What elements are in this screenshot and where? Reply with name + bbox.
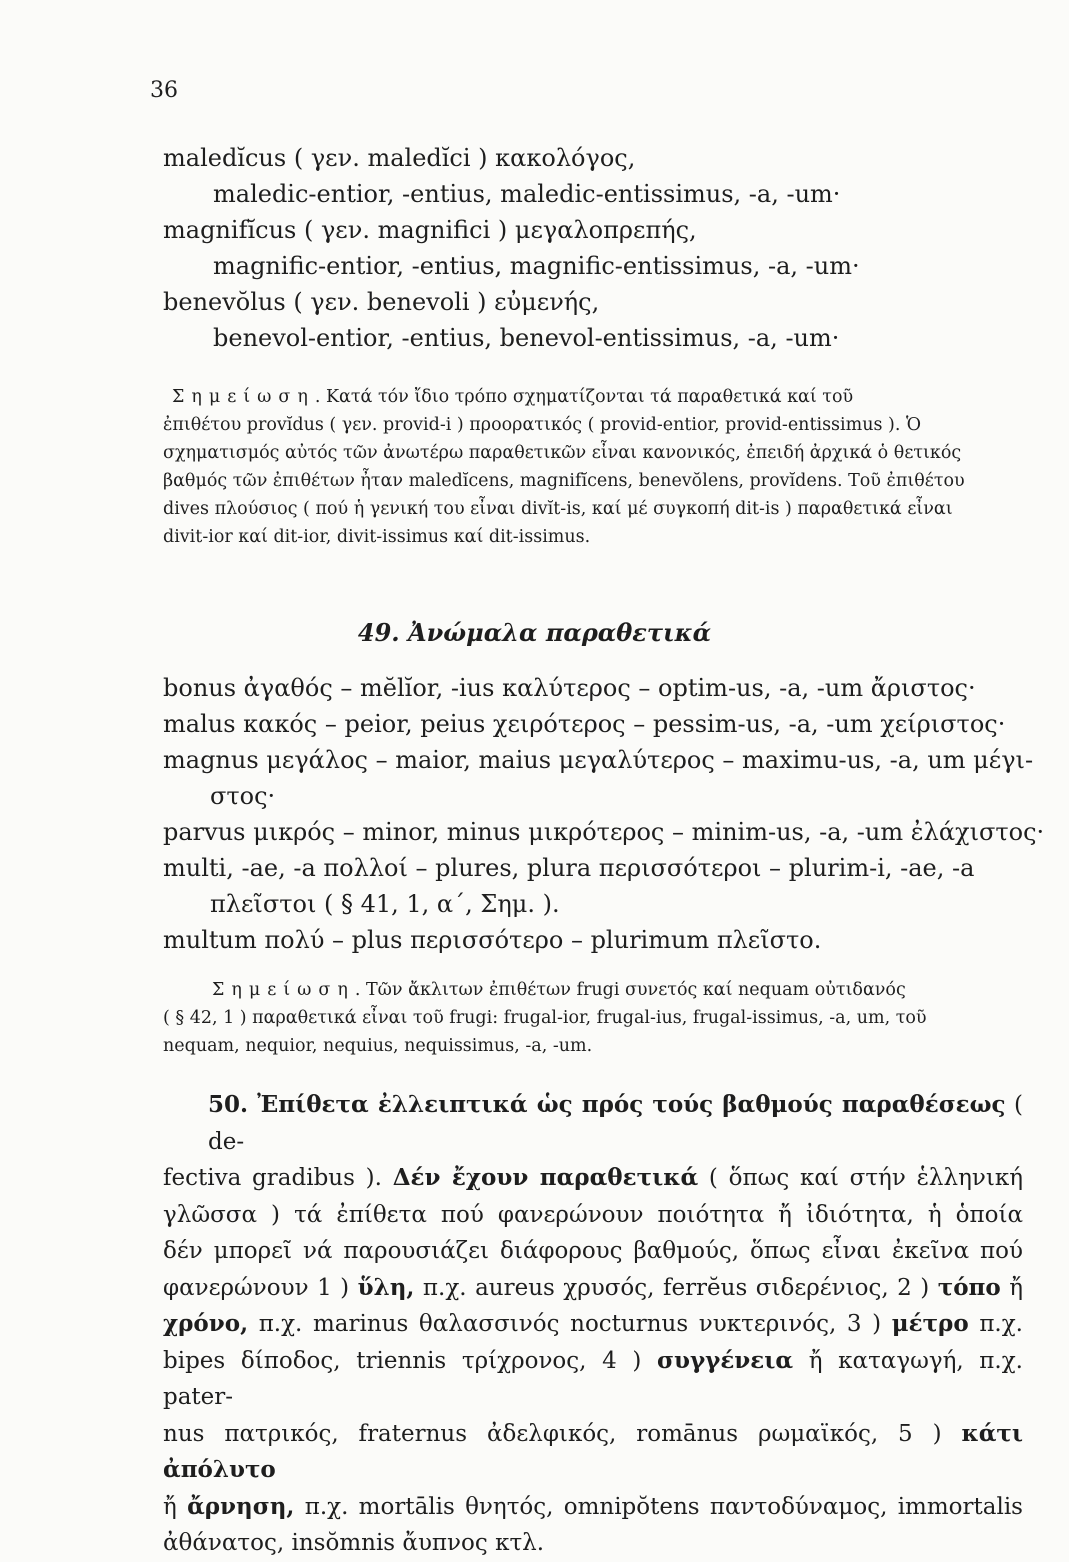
note-line: dives πλούσιος ( πού ἡ γενική του εἶναι divĭt-is, καί μέ συγκοπή dit-is ) παραθετικά εἶναι [163, 499, 953, 519]
text-line: πλεῖστοι ( § 41, 1, α΄, Σημ. ). [210, 890, 560, 918]
note-line: βαθμός τῶν ἐπιθέτων ἦταν maledĭcens, magnifĭcens, benevŏlens, provĭdens. Τοῦ ἐπιθέτου [163, 471, 965, 491]
text-line: maledic-entior, -entius, maledic-entissimus, -a, -um· [213, 180, 841, 208]
text-line: benevol-entior, -entius, benevol-entissimus, -a, -um· [213, 324, 840, 352]
text-line: δέν μπορεῖ νά παρουσιάζει διάφορους βαθμούς, ὅπως εἶναι ἐκεῖνα πού [163, 1238, 1023, 1264]
section-50 [163, 1087, 1023, 1562]
irregular-comparatives [163, 670, 1045, 958]
text-line: multi, -ae, -a πολλοί – plures, plura περισσότεροι – plurim-i, -ae, -a [163, 854, 975, 882]
note-line: divit-ior καί dit-ior, divit-issimus καί dit-issimus. [163, 527, 591, 547]
text-line: multum πολύ – plus περισσότερο – plurimum πλεῖστο. [163, 926, 822, 954]
text-line: parvus μικρός – minor, minus μικρότερος – minim-us, -a, -um ἐλάχιστος· [163, 818, 1045, 846]
text-line: fectiva gradibus ). Δέν ἔχουν παραθετικά ( ὅπως καί στήν ἑλληνική [163, 1164, 1023, 1191]
note-line: Σημείωση. Κατά τόν ἴδιο τρόπο σχηματίζονται τά παραθετικά καί τοῦ [172, 387, 854, 407]
note-paragraph-1 [163, 383, 1023, 551]
note-line: σχηματισμός αὐτός τῶν ἀνωτέρω παραθετικῶν εἶναι κανονικός, ἐπειδή ἀρχικά ὁ θετικός [163, 443, 962, 463]
section-heading-49: 49. Ἀνώμαλα παραθετικά [357, 618, 712, 647]
text-line: magnifĭcus ( γεν. magnifici ) μεγαλοπρεπής, [163, 216, 697, 244]
text-line: bipes δίποδος, triennis τρίχρονος, 4 ) συγγένεια ἤ καταγωγή, π.χ. pater- [163, 1346, 1023, 1410]
page-number: 36 [150, 78, 178, 103]
text-line: ἀθάνατος, insŏmnis ἄυπνος κτλ. [163, 1530, 545, 1556]
text-line: φανερώνουν 1 ) ὕλη, π.χ. aureus χρυσός, ferrĕus σιδερένιος, 2 ) τόπο ἤ [163, 1273, 1023, 1301]
text-line: γλῶσσα ) τά ἐπίθετα πού φανερώνουν ποιότητα ἤ ἰδιότητα, ἡ ὁποία [163, 1201, 1023, 1228]
text-line: nus πατρικός, fraternus ἀδελφικός, romānus ρωμαϊκός, 5 ) κάτι ἀπόλυτο [163, 1419, 1023, 1483]
note-label: Σημείωση [172, 387, 315, 407]
comparatives-list [163, 140, 1023, 356]
section-heading-50: 50. Ἐπίθετα ἐλλειπτικά ὡς πρός τούς βαθμούς παραθέσεως [208, 1091, 1006, 1118]
note-line: nequam, nequior, nequius, nequissimus, -a, -um. [163, 1036, 593, 1056]
note-label: Σημείωση [212, 980, 355, 1000]
text-line: χρόνο, π.χ. marinus θαλασσινός nocturnus νυκτερινός, 3 ) μέτρο π.χ. [163, 1310, 1023, 1337]
text-line: benevŏlus ( γεν. benevoli ) εὐμενής, [163, 288, 600, 316]
text-line: malus κακός – peior, peius χειρότερος – pessim-us, -a, -um χείριστος· [163, 710, 1006, 738]
text-line: bonus ἀγαθός – mĕlĭor, -ius καλύτερος – optim-us, -a, -um ἄριστος· [163, 674, 976, 702]
text-line: magnus μεγάλος – maior, maius μεγαλύτερος – maximu-us, -a, um μέγι- [163, 746, 1034, 774]
text-line: στος· [210, 782, 276, 810]
text-line: maledĭcus ( γεν. maledĭci ) κακολόγος, [163, 144, 636, 172]
text-line: 50. Ἐπίθετα ἐλλειπτικά ὡς πρός τούς βαθμούς παραθέσεως ( de- [208, 1091, 1023, 1155]
text-line: ἤ ἄρνηση, π.χ. mortālis θνητός, omnipŏtens παντοδύναμος, immortalis [163, 1492, 1023, 1520]
note-line: ἐπιθέτου provĭdus ( γεν. provid-i ) προορατικός ( provid-entior, provid-entissimus ). Ὁ [163, 415, 922, 435]
text-line: magnific-entior, -entius, magnific-entissimus, -a, -um· [213, 252, 860, 280]
note-paragraph-2 [163, 976, 1023, 1060]
note-line: Σημείωση. Τῶν ἄκλιτων ἐπιθέτων frugi συνετός καί nequam οὐτιδανός [212, 980, 906, 1000]
note-line: ( § 42, 1 ) παραθετικά εἶναι τοῦ frugi: frugal-ior, frugal-ius, frugal-issimus, -a, um, τοῦ [163, 1008, 927, 1028]
